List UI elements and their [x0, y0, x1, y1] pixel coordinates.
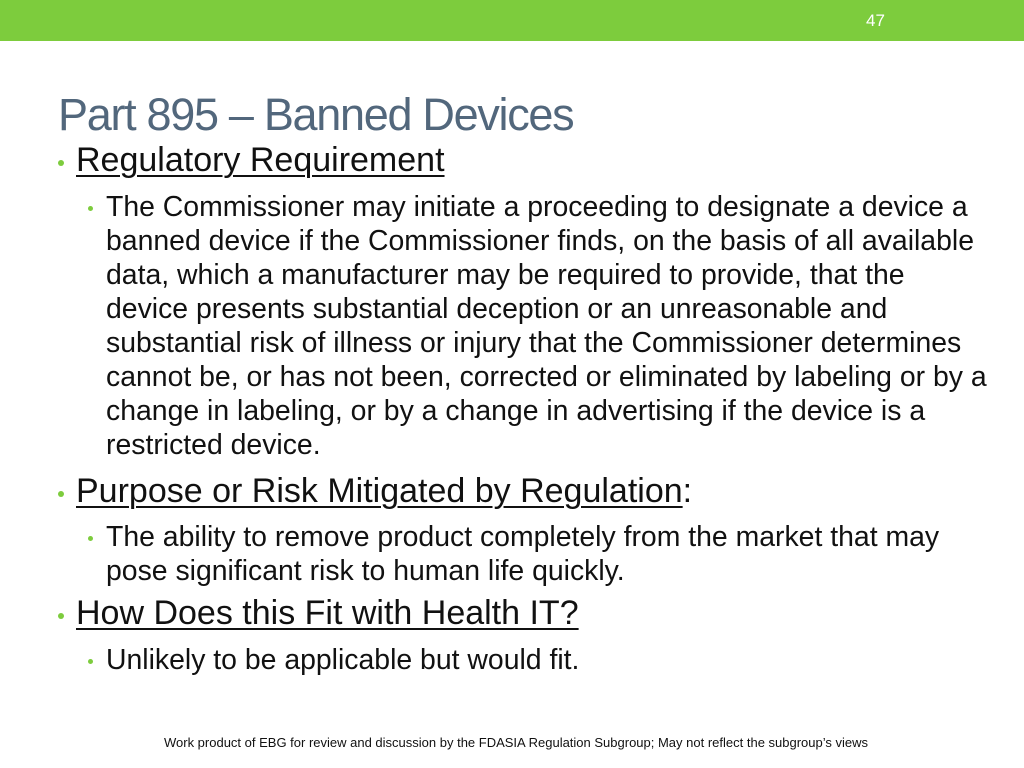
section-heading	[76, 471, 692, 511]
bullet-icon	[58, 613, 64, 619]
section-heading	[76, 593, 579, 633]
bullet-paragraph	[106, 520, 939, 588]
bullet-text-line: The Commissioner may initiate a proceeding to designate a device a	[106, 191, 968, 223]
bullet-text-line: restricted device.	[106, 429, 321, 461]
slide-title: Part 895 – Banned Devices	[58, 89, 574, 140]
bullet-paragraph	[106, 190, 987, 462]
bullet-text-line: banned device if the Commissioner finds, on the basis of all available	[106, 225, 974, 257]
bullet-icon	[88, 659, 93, 664]
section-heading-text: Purpose or Risk Mitigated by Regulation	[76, 472, 683, 510]
bullet-text-line: change in labeling, or by a change in advertising if the device is a	[106, 395, 926, 427]
bullet-icon	[88, 536, 93, 541]
bullet-text-line: Unlikely to be applicable but would fit.	[106, 644, 580, 676]
section-heading-text: How Does this Fit with Health IT?	[76, 594, 579, 632]
bullet-icon	[88, 206, 93, 211]
bullet-icon	[58, 160, 64, 166]
section-heading-suffix: :	[682, 472, 693, 510]
section-heading-text: Regulatory Requirement	[76, 141, 445, 179]
bullet-icon	[58, 491, 64, 497]
bullet-paragraph	[106, 643, 579, 677]
slide-number: 47	[866, 11, 885, 30]
bullet-text-line: device presents substantial deception or an unreasonable and	[106, 293, 888, 325]
section-heading	[76, 140, 445, 180]
bullet-text-line: pose significant risk to human life quickly.	[106, 555, 625, 587]
bullet-text-line: substantial risk of illness or injury that the Commissioner determines	[106, 327, 962, 359]
bullet-text-line: The ability to remove product completely from the market that may	[106, 521, 940, 553]
footer-note: Work product of EBG for review and discussion by the FDASIA Regulation Subgroup; May not reflect the subgroup’s views	[163, 735, 869, 750]
bullet-text-line: cannot be, or has not been, corrected or eliminated by labeling or by a	[106, 361, 987, 393]
bullet-text-line: data, which a manufacturer may be required to provide, that the	[106, 259, 905, 291]
